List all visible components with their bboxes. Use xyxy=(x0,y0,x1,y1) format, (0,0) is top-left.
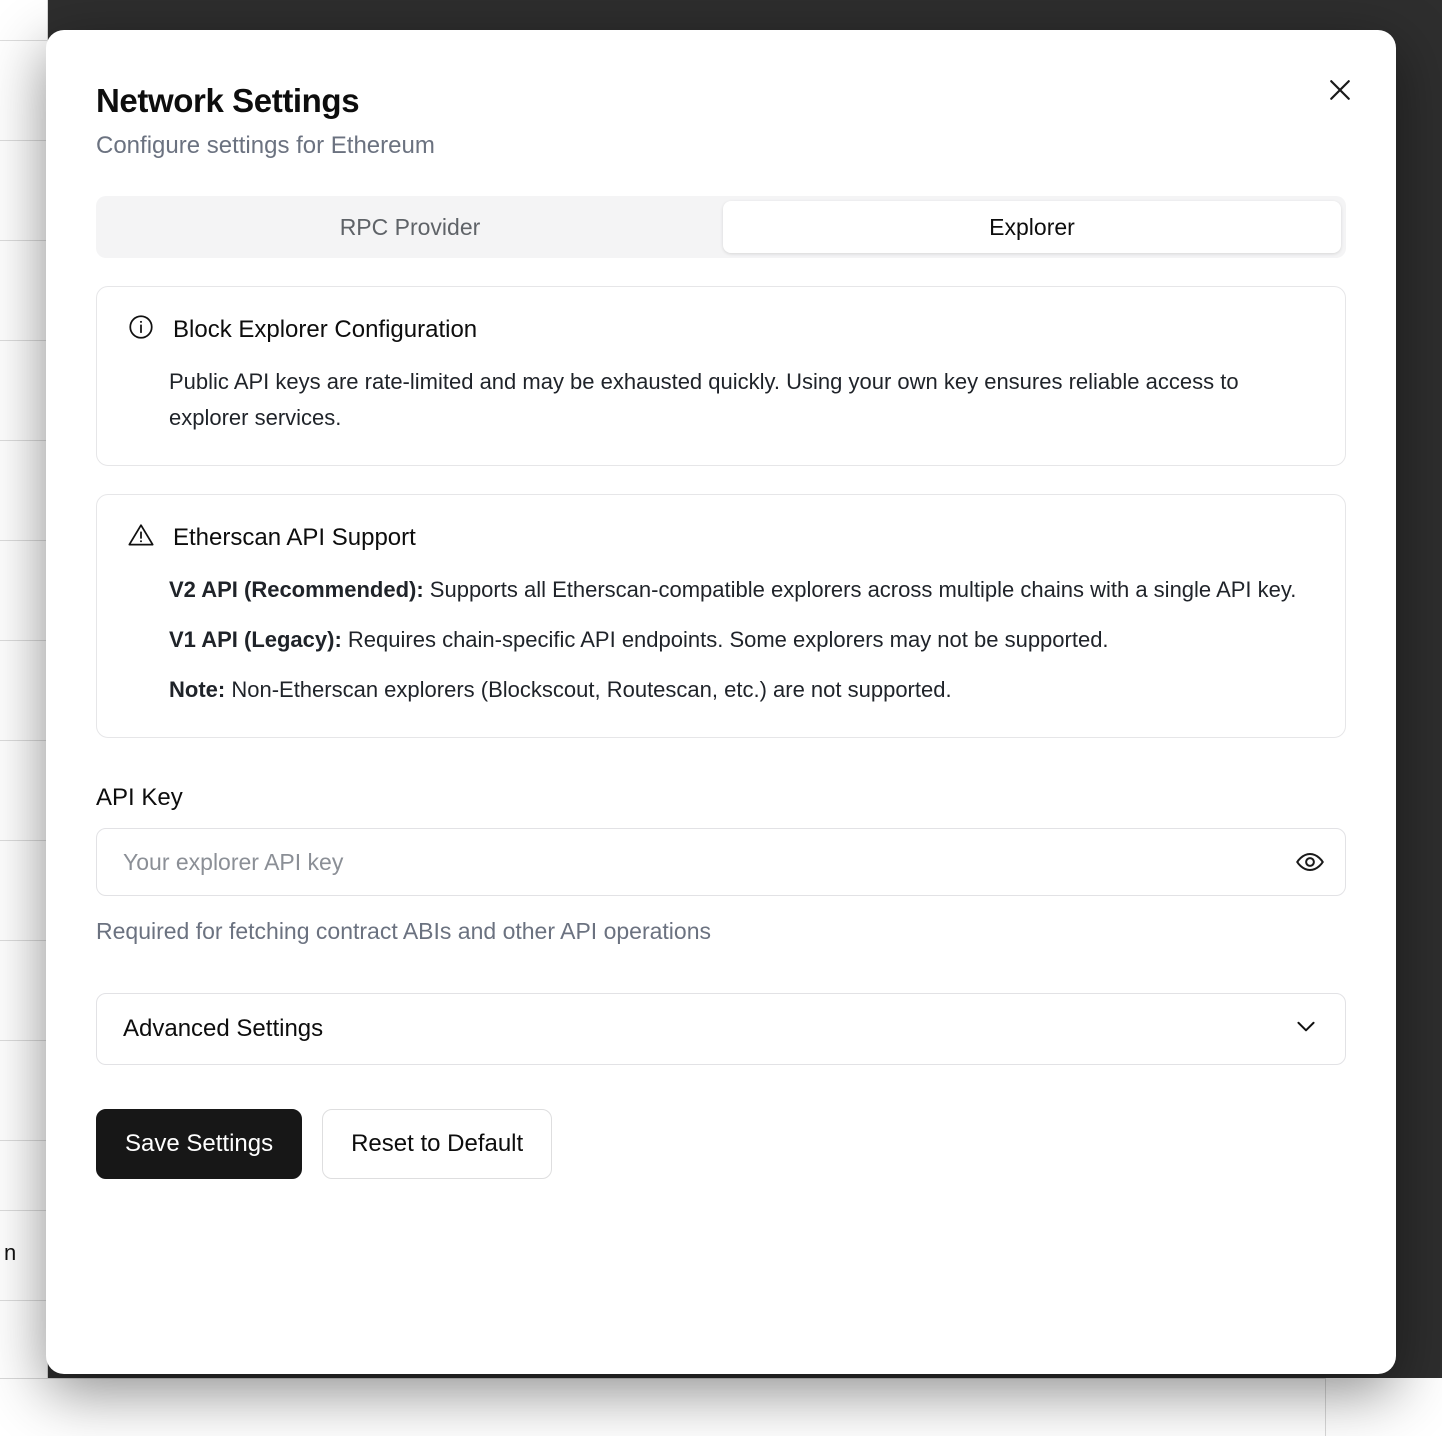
api-key-label: API Key xyxy=(96,784,183,812)
background-text-fragment: n xyxy=(4,1240,17,1265)
background-bottom-strip xyxy=(0,1378,1325,1436)
warning-line-note-text: Non-Etherscan explorers (Blockscout, Routescan, etc.) are not supported. xyxy=(225,676,952,702)
warning-icon xyxy=(127,521,155,554)
warning-line-note xyxy=(169,672,1315,708)
advanced-settings-toggle[interactable] xyxy=(96,993,1346,1065)
dialog-subtitle: Configure settings for Ethereum xyxy=(96,132,435,159)
background-left-column xyxy=(0,0,48,1378)
api-key-input-wrapper xyxy=(96,828,1346,896)
etherscan-api-support-card xyxy=(96,494,1346,738)
info-card-body xyxy=(169,364,1315,435)
warning-card-title: Etherscan API Support xyxy=(173,523,416,551)
reset-to-default-button[interactable]: Reset to Default xyxy=(322,1109,552,1179)
warning-line-v1 xyxy=(169,622,1315,658)
tab-rpc-provider[interactable]: RPC Provider xyxy=(101,201,719,253)
warning-line-v2 xyxy=(169,572,1315,608)
warning-line-v2-text: Supports all Etherscan-compatible explorers across multiple chains with a single API key. xyxy=(423,577,1297,603)
warning-line-v1-label: V1 API (Legacy): xyxy=(169,626,342,652)
network-settings-dialog xyxy=(46,30,1396,1374)
chevron-down-icon xyxy=(1293,1013,1319,1046)
info-card-title: Block Explorer Configuration xyxy=(173,315,478,343)
settings-tablist xyxy=(96,196,1346,258)
warning-line-v2-label: V2 API (Recommended): xyxy=(169,577,424,603)
save-settings-button[interactable]: Save Settings xyxy=(96,1109,302,1179)
dialog-actions xyxy=(96,1109,1346,1179)
tab-explorer[interactable]: Explorer xyxy=(723,201,1341,253)
api-key-input[interactable] xyxy=(96,828,1346,896)
api-key-help-text: Required for fetching contract ABIs and other API operations xyxy=(96,918,711,945)
page-title: Network Settings xyxy=(96,82,360,119)
advanced-settings-label: Advanced Settings xyxy=(123,1015,324,1043)
background-right-strip xyxy=(1325,1378,1442,1436)
info-icon xyxy=(127,313,155,346)
close-icon[interactable] xyxy=(1320,70,1360,110)
block-explorer-info-card xyxy=(96,286,1346,466)
info-card-text: Public API keys are rate-limited and may be exhausted quickly. Using your own key ensures reliable access to explorer services. xyxy=(169,369,1239,430)
warning-card-body xyxy=(169,572,1315,707)
warning-line-v1-text: Requires chain-specific API endpoints. Some explorers may not be supported. xyxy=(341,626,1109,652)
eye-icon[interactable] xyxy=(1288,840,1332,884)
warning-line-note-label: Note: xyxy=(169,676,226,702)
